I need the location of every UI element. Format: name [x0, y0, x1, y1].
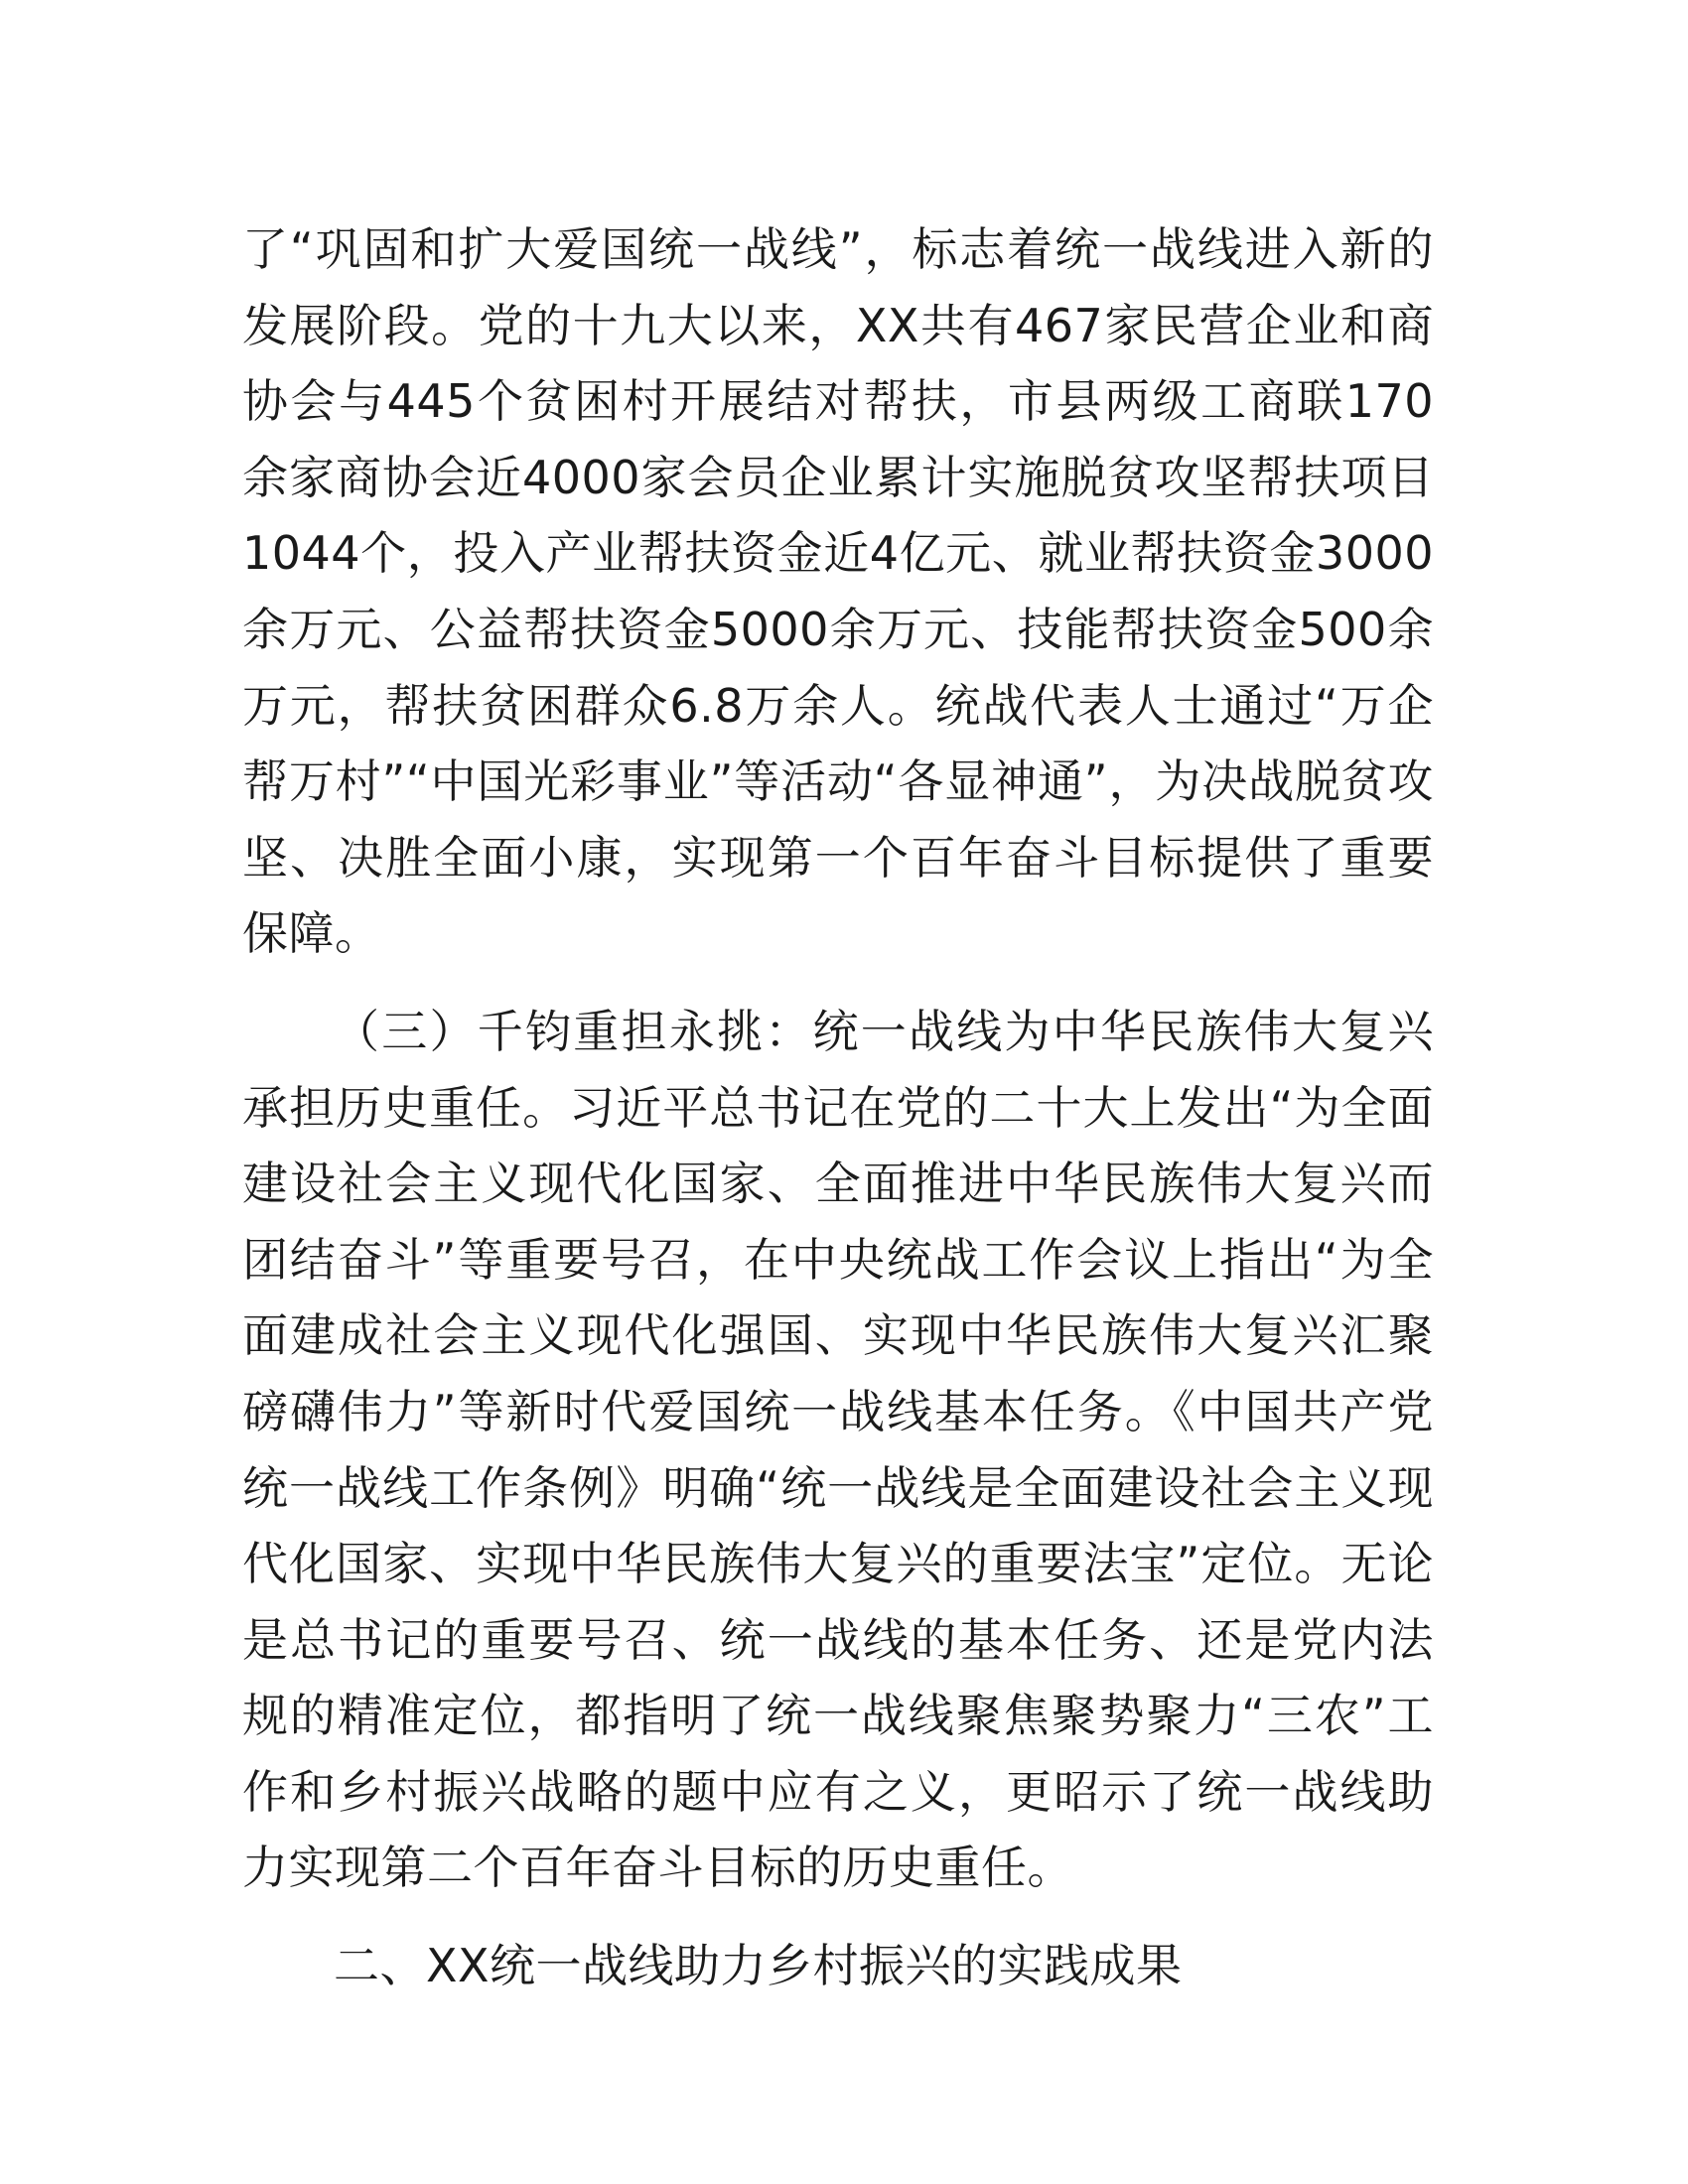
- document-body: [242, 211, 1434, 2004]
- paragraph-historic-responsibility: （三）千钧重担永挑：统一战线为中华民族伟大复兴承担历史重任。习近平总书记在党的二十大上发出“为全面建设社会主义现代化国家、全面推进中华民族伟大复兴而团结奋斗”等重要号召，在中央统战工作会议上指出“为全面建成社会主义现代化强国、实现中华民族伟大复兴汇聚磅礴伟力”等新时代爱国统一战线基本任务。《中国共产党统一战线工作条例》明确“统一战线是全面建设社会主义现代化国家、实现中华民族伟大复兴的重要法宝”定位。无论是总书记的重要号召、统一战线的基本任务、还是党内法规的精准定位，都指明了统一战线聚焦聚势聚力“三农”工作和乡村振兴战略的题中应有之义，更昭示了统一战线助力实现第二个百年奋斗目标的历史重任。: [242, 1004, 1434, 1895]
- section-heading-practice-results: 二、XX统一战线助力乡村振兴的实践成果: [334, 1939, 1183, 1993]
- paragraph-poverty-alleviation: 了“巩固和扩大爱国统一战线”，标志着统一战线进入新的发展阶段。党的十九大以来，XX共有467家民营企业和商协会与445个贫困村开展结对帮扶，市县两级工商联170余家商协会近4000家会员企业累计实施脱贫攻坚帮扶项目1044个，投入产业帮扶资金近4亿元、就业帮扶资金3000余万元、公益帮扶资金5000余万元、技能帮扶资金500余万元，帮扶贫困群众6.8万余人。统战代表人士通过“万企帮万村”“中国光彩事业”等活动“各显神通”，为决战脱贫攻坚、决胜全面小康，实现第一个百年奋斗目标提供了重要保障。: [242, 222, 1434, 961]
